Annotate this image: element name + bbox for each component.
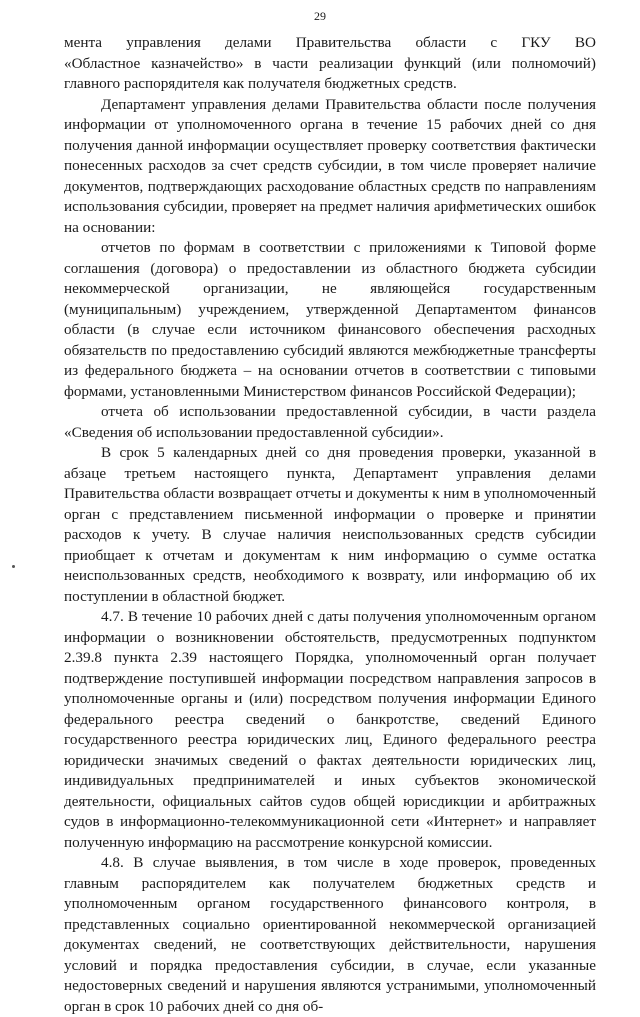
page-number: 29 [314,9,326,23]
word: ВО [574,34,596,51]
word: делами [224,34,272,51]
word: ГКУ [521,34,551,51]
word: с [490,34,498,51]
word: мента [64,34,103,51]
paragraph-usage-report: отчета об использовании предоставленной субсидии, в части раздела «Сведения об использовании предоставленной субсидии». [64,403,596,441]
margin-mark [12,565,15,568]
word: Правительства [295,34,392,51]
paragraph-reports-forms: отчетов по формам в соответствии с приложениями к Типовой форме соглашения (договора) о предоставлении из областного бюджета субсидии некоммерческой организации, не являющейся государственным (муниципальным) учреждением, утвержденной Департаментом финансов области (в случае если источником финансового обеспечения расходных обязательств по предоставлению субсидий являются межбюджетные трансферты из федерального бюджета – на основании отчетов в соответствии с типовыми формами, установленными Министерством финансов Российской Федерации); [64,239,596,400]
paragraph-4-7: 4.7. В течение 10 рабочих дней с даты получения уполномоченным органом информации о возникновении обстоятельств, предусмотренных подпунктом 2.39.8 пункта 2.39 настоящего Порядка, уполномоченный орган получает подтверждение поступившей информации посредством направления запросов в уполномоченные органы и (или) посредством получения информации Единого федерального реестра сведений о банкротстве, сведений Единого государственного реестра юридических лиц, Единого федерального реестра юридически значимых сведений о фактах деятельности юридических лиц, индивидуальных предпринимателей и иных субъектов экономической деятельности, официальных сайтов судов общей юрисдикции и арбитражных судов в информационно-телекоммуникационной сети «Интернет» и направляет полученную информацию на рассмотрение конкурсной комиссии. [64,608,596,851]
paragraph-return-deadline: В срок 5 календарных дней со дня проведения проверки, указанной в абзаце третьем настоящего пункта, Департамент управления делами Правительства области возвращает отчеты и документы к ним в уполномоченный орган с представлением письменной информации о проверке и принятии расходов к учету. В случае наличия неиспользованных средств субсидии приобщает к отчетам и документам к ним информацию о сумме остатка неиспользованных средств, необходимого к возврату, или информацию об их поступлении в областной бюджет. [64,444,596,605]
paragraph-4-8: 4.8. В случае выявления, в том числе в ходе проверок, проведенных главным распорядителем как получателем бюджетных средств и уполномоченным органом государственного финансового контроля, в представленных социально ориентированной некоммерческой организацией документах сведений, не соответствующих действительности, нарушения условий и порядка предоставления субсидии, в случае, если указанные недостоверных сведений и нарушения являются устранимыми, уполномоченный орган в срок 10 рабочих дней со дня об- [64,854,596,1015]
paragraph-continuation: «Областное казначейство» в части реализации функций (или полномочий) главного распорядителя как получателя бюджетных средств. [64,54,596,92]
continuation-line [64,33,596,54]
document-body [64,33,596,1017]
word: управления [126,34,201,51]
paragraph-verification: Департамент управления делами Правительства области после получения информации от уполномоченного органа в течение 15 рабочих дней со дня получения данной информации осуществляет проверку соответствия фактически понесенных расходов за счет средств субсидии, в том числе проверяет наличие документов, подтверждающих расходование областных средств по направлениям использования субсидии, проверяет на предмет наличия арифметических ошибок на основании: [64,95,596,236]
word: области [415,34,467,51]
